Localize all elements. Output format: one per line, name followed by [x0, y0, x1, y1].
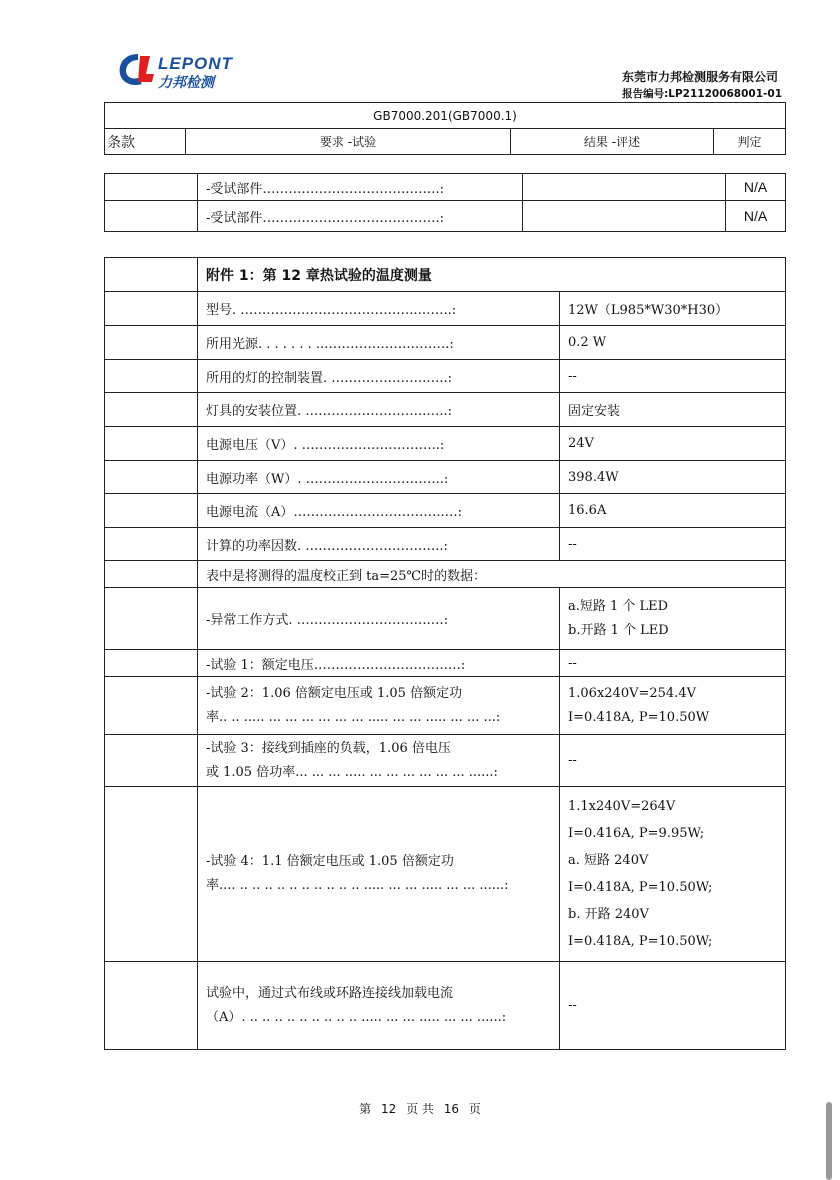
- lepont-logo-icon: [116, 52, 156, 88]
- test4-value: I=0.418A, P=10.50W;: [568, 880, 713, 895]
- report-number: 报告编号:LP21120068001-01: [622, 88, 782, 100]
- part-label: -受试部件…………………………….…….:: [198, 201, 523, 232]
- table-row: [105, 494, 786, 528]
- standard-header-table: [104, 102, 786, 155]
- current-value: --: [560, 962, 786, 1050]
- test2-label-line: -试验 2：1.06 倍额定电压或 1.05 倍额定功: [206, 685, 463, 701]
- table-row: [105, 427, 786, 461]
- note-text: 表中是将测得的温度校正到 ta=25℃时的数据：: [198, 561, 786, 588]
- table-row: [105, 393, 786, 427]
- annex-title: 附件 1：第 12 章热试验的温度测量: [198, 258, 786, 292]
- brand-name: LEPONT: [158, 54, 233, 73]
- footer-prefix: 第: [359, 1102, 372, 1116]
- col-result: 结果 -评述: [511, 129, 714, 155]
- row-value: 12W（L985*W30*H30）: [560, 292, 786, 326]
- table-row: [105, 561, 786, 588]
- test4-value: I=0.418A, P=10.50W;: [568, 934, 713, 949]
- test2-label-line: 率.. .. ..... ... ... ... ... ... ... ..... ... ... ..... ... ... ...:: [206, 709, 501, 725]
- row-value: 0.2 W: [560, 326, 786, 360]
- test4-value: a. 短路 240V: [568, 853, 649, 868]
- test4-value: 1.1x240V=264V: [568, 799, 676, 814]
- table-row: [105, 787, 786, 962]
- row-value: --: [560, 528, 786, 561]
- row-value: 固定安装: [560, 393, 786, 427]
- parts-table: [104, 173, 786, 232]
- annex-table: [104, 257, 786, 1050]
- test4-value: b. 开路 240V: [568, 907, 649, 922]
- part-verdict: N/A: [726, 201, 786, 232]
- current-label-line: 试验中，通过式布线或环路连接线加载电流: [206, 985, 454, 1001]
- row-label: 电源电流（A）……………………………..…:: [198, 494, 560, 528]
- col-verdict: 判定: [714, 129, 786, 155]
- table-row: [105, 650, 786, 677]
- test2-values: [560, 677, 786, 735]
- standard-title: GB7000.201(GB7000.1): [105, 103, 786, 129]
- col-clause: 条款: [105, 129, 186, 155]
- part-verdict: N/A: [726, 174, 786, 201]
- col-requirement: 要求 -试验: [186, 129, 511, 155]
- footer-mid: 页 共: [406, 1102, 434, 1116]
- abnormal-values: [560, 588, 786, 650]
- current-label: [198, 962, 560, 1050]
- row-label: 电源电压（V）. …………………………..:: [198, 427, 560, 461]
- table-row: [105, 326, 786, 360]
- row-label: 所用的灯的控制装置. ………………….…..:: [198, 360, 560, 393]
- test1-label: -试验 1：额定电压………………………….…:: [198, 650, 560, 677]
- table-row: [105, 292, 786, 326]
- part-label: -受试部件…………………………….…….:: [198, 174, 523, 201]
- test4-label-line: 率.... .. .. .. .. .. .. .. .. .. .. ..... ... ... ..... ... ... ......:: [206, 878, 509, 893]
- row-value: 24V: [560, 427, 786, 461]
- footer-suffix: 页: [468, 1102, 481, 1116]
- row-label: 所用光源. . . . . . . ..……………….……….:: [198, 326, 560, 360]
- test4-values: [560, 787, 786, 962]
- test3-label-line: -试验 3：接线到插座的负载，1.06 倍电压: [206, 740, 451, 756]
- brand-name-cn: 力邦检测: [158, 75, 214, 91]
- current-label-line: （A）. .. .. .. .. .. .. .. .. .. ..... ... ... ..... ... ... ......:: [206, 1009, 507, 1025]
- company-name: 东莞市力邦检测服务有限公司: [621, 70, 778, 84]
- table-row: [105, 962, 786, 1050]
- abnormal-label: -异常工作方式. ………………………….…:: [198, 588, 560, 650]
- test4-label: [198, 787, 560, 962]
- table-row: [105, 360, 786, 393]
- test3-label: [198, 735, 560, 787]
- row-label: 计算的功率因数. …………………………..:: [198, 528, 560, 561]
- table-row: [105, 528, 786, 561]
- table-row: [105, 461, 786, 494]
- page-total: 16: [443, 1102, 460, 1116]
- page-footer: [0, 1100, 840, 1117]
- test2-value: 1.06x240V=254.4V: [568, 685, 696, 701]
- table-row: [105, 677, 786, 735]
- row-value: 16.6A: [560, 494, 786, 528]
- test2-value: I=0.418A, P=10.50W: [568, 709, 710, 725]
- test1-value: --: [560, 650, 786, 677]
- row-value: --: [560, 360, 786, 393]
- test2-label: [198, 677, 560, 735]
- test4-label-line: -试验 4：1.1 倍额定电压或 1.05 倍额定功: [206, 854, 454, 869]
- row-label: 灯具的安装位置. ……………………….…..:: [198, 393, 560, 427]
- table-row: [105, 174, 786, 201]
- table-row: [105, 588, 786, 650]
- scrollbar[interactable]: [826, 1102, 832, 1180]
- row-value: 398.4W: [560, 461, 786, 494]
- test3-value: --: [560, 735, 786, 787]
- row-label: 型号. …………………………………..……..:: [198, 292, 560, 326]
- abnormal-value: b.开路 1 个 LED: [568, 622, 669, 638]
- page-number: 12: [380, 1102, 397, 1116]
- company-logo: [116, 50, 266, 90]
- row-label: 电源功率（W）. …………………………..:: [198, 461, 560, 494]
- table-row: [105, 201, 786, 232]
- test3-label-line: 或 1.05 倍功率... ... ... ..... ... ... ... ... ... ... ......:: [206, 764, 498, 780]
- test4-value: I=0.416A, P=9.95W;: [568, 826, 705, 841]
- table-row: [105, 735, 786, 787]
- abnormal-value: a.短路 1 个 LED: [568, 598, 669, 614]
